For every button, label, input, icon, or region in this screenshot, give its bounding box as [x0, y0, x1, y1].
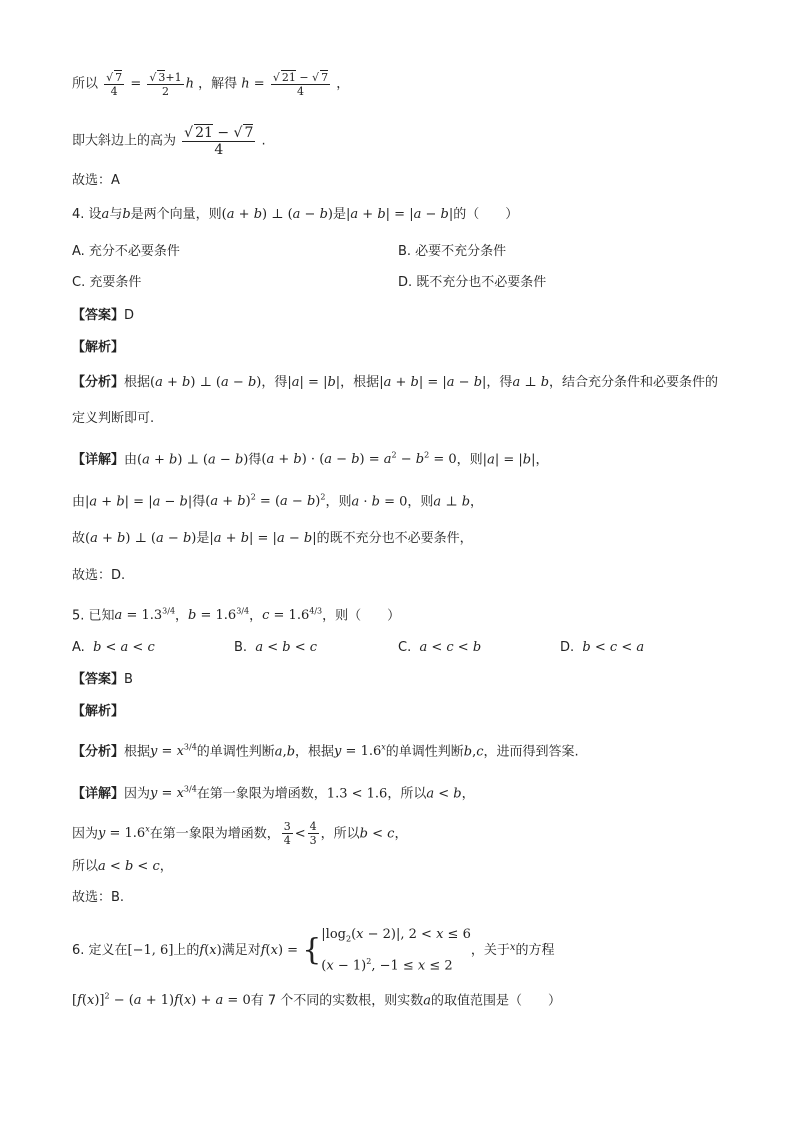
xiangjie-tag: 【详解】	[72, 452, 125, 468]
answer-tag: 【答案】	[72, 672, 125, 687]
fenxi-line: 【分析】根据(a + b) ⊥ (a − b)，得|a| = |b|，根据|a + b| = |a − b|，得a ⊥ b，结合充分条件和必要条件的	[72, 375, 719, 390]
option-b	[234, 638, 317, 658]
answer-line	[72, 670, 133, 690]
text: 的方程	[515, 942, 555, 958]
math-fraction: $\frac{√ 7}{4}$	[106, 71, 123, 98]
text: ，	[336, 76, 350, 92]
question-6-stem-cont: $[f(x)]^2 - (a + 1)f(x) + a = 0$有 7 个不同的实数根，则实数a的取值范围是（ ）	[72, 992, 562, 1009]
text-line: 故选：D.	[72, 568, 126, 583]
math-fraction: $\frac{3}{4}$	[283, 820, 291, 848]
option-d: D. 既不充分也不必要条件	[398, 275, 547, 290]
answer-value: B	[124, 672, 133, 687]
math-fraction: $\frac{√ 3+1}{2}$	[149, 71, 182, 98]
text: ，得	[261, 375, 288, 390]
question-5-stem: 5. 已知$a = 1.3^{3/4}$，$b = 1.6^{3/4}$，$c = 1.6^{4/3}$，则（ ）	[72, 607, 401, 624]
xiangjie-line: 所以a < b < c，	[72, 859, 173, 874]
text: 得	[248, 452, 262, 468]
fenxi-tag: 【分析】	[72, 744, 125, 760]
analysis-tag: 【解析】	[72, 704, 125, 719]
option-label: D.	[560, 640, 575, 655]
text: ，	[470, 494, 484, 510]
text: 上的	[173, 942, 200, 958]
xiangjie-line: 故(a + b) ⊥ (a − b)是|a + b| = |a − b|的既不充分也不必要条件，	[72, 531, 473, 546]
option-c	[398, 638, 481, 658]
fenxi-line: 【分析】根据$y = x^{3/4}$的单调性判断a,b，根据$y = 1.6^x$的单调性判断b,c，进而得到答案.	[72, 743, 579, 760]
text: ，解得	[198, 76, 238, 92]
text: ，	[175, 608, 189, 624]
math-fraction: $\frac{4}{3}$	[309, 820, 317, 848]
text: ，根据	[340, 375, 380, 390]
text: ，则	[456, 452, 483, 468]
text-line: 故选：A	[72, 173, 120, 188]
answer-line	[72, 306, 134, 326]
text: 在第一象限为增函数，	[149, 826, 280, 842]
option-text: b < a < c	[93, 640, 155, 655]
text: ，则（ ）	[322, 608, 401, 624]
option-b: B. 必要不充分条件	[398, 244, 507, 259]
option-text: a < b < c	[255, 640, 317, 655]
text: 根据	[124, 375, 151, 390]
text: ，关于	[470, 942, 510, 958]
text: 是	[333, 207, 347, 222]
math-expression: (a + b) ⊥ (a − b)	[221, 207, 333, 222]
xiangjie-line: 因为$y = 1.6^x$在第一象限为增函数， $\frac{3}{4}$ < $\frac{4}{3}$ ，所以b < c，	[72, 820, 408, 848]
analysis-tag: 【解析】	[72, 340, 125, 355]
text: 由	[124, 452, 138, 468]
text: 是两个向量，则	[130, 207, 222, 222]
xiangjie-line: 由|a + b| = |a − b|得$(a + b)^2 = (a - b)^2$，则a · b = 0，则a ⊥ b，	[72, 493, 484, 510]
text: 的取值范围是（ ）	[431, 993, 562, 1009]
text: 因为	[124, 786, 151, 802]
text: ，则	[325, 494, 352, 510]
math-expression: |a + b| = |a − b|	[346, 207, 454, 222]
text: ，得	[486, 375, 513, 390]
question-6-stem: 6. 定义在[−1, 6]上的f(x)满足对$f(x) = \{|\log_2(x - 2)|$, 2 < x ≤ 6 $(x - 1)^2$, −1 ≤ x ≤ 2，关于$^x$的方程	[72, 924, 555, 977]
text-line: 故选：B.	[72, 890, 125, 905]
text: 满足对	[221, 942, 261, 958]
text: 在第一象限为增函数，	[196, 786, 327, 802]
text: ，	[159, 859, 173, 874]
text: ，则	[407, 494, 434, 510]
piecewise-function: $|\log_2(x - 2)|$, 2 < x ≤ 6 $(x - 1)^2$, −1 ≤ x ≤ 2	[321, 927, 471, 973]
xiangjie-line: 【详解】因为$y = x^{3/4}$在第一象限为增函数，1.3 < 1.6，所以a < b，	[72, 785, 475, 802]
text: 的单调性判断	[196, 744, 275, 760]
text: 4. 设	[72, 207, 102, 222]
text: 由	[72, 494, 86, 510]
text: 所以	[72, 859, 99, 874]
text: ，	[535, 452, 549, 468]
xiangjie-tag: 【详解】	[72, 786, 125, 802]
text: 得	[192, 494, 206, 510]
option-text: b < c < a	[582, 640, 645, 655]
math-fraction: $\frac{√ 21 - √ 7}{4}$	[184, 125, 254, 158]
answer-value: D	[124, 308, 135, 323]
text: ，	[394, 826, 408, 842]
text: 的既不充分也不必要条件，	[316, 531, 473, 546]
text: ，进而得到答案.	[483, 744, 579, 760]
text: 故	[72, 531, 86, 546]
text: ，根据	[295, 744, 335, 760]
option-a: A. 充分不必要条件	[72, 244, 180, 259]
text: 5. 已知	[72, 608, 115, 624]
option-text: a < c < b	[419, 640, 482, 655]
text: 是	[196, 531, 210, 546]
text: 的（ ）	[453, 207, 519, 222]
text: ，结合充分条件和必要条件的	[549, 375, 719, 390]
text: 6. 定义在	[72, 942, 128, 958]
text: 所以	[72, 76, 99, 92]
question-4-stem: 4. 设a与b是两个向量，则(a + b) ⊥ (a − b)是|a + b| = |a − b|的（ ）	[72, 207, 519, 222]
text: ，所以	[387, 786, 427, 802]
text: .	[261, 133, 266, 149]
text: 因为	[72, 826, 99, 842]
text: 即大斜边上的高为	[72, 133, 177, 149]
answer-tag: 【答案】	[72, 308, 125, 323]
option-a	[72, 638, 155, 658]
text: ，	[249, 608, 263, 624]
text: 与	[109, 207, 123, 222]
option-label: A.	[72, 640, 85, 655]
text-line	[72, 124, 266, 158]
text: 的单调性判断	[385, 744, 464, 760]
xiangjie-line: 【详解】由(a + b) ⊥ (a − b)得$(a + b) \cdot (a - b) = a^2 - b^2 = 0$，则|a| = |b|，	[72, 451, 549, 468]
text-line: 所以 $\frac{√ 7}{4}$ = $\frac{√ 3+1}{2}$ h ，解得 h = $\frac{√ 21 - √ 7}{4}$ ，	[72, 71, 350, 98]
text-line: 定义判断即可.	[72, 411, 155, 426]
option-label: C.	[398, 640, 412, 655]
math-fraction: $\frac{√ 21 - √ 7}{4}$	[272, 71, 329, 98]
text: 有 7 个不同的实数根，则实数	[250, 993, 424, 1009]
option-c: C. 充要条件	[72, 275, 142, 290]
text: ，	[461, 786, 475, 802]
option-d	[560, 638, 644, 658]
fenxi-tag: 【分析】	[72, 375, 125, 390]
text: ，所以	[320, 826, 360, 842]
text: 根据	[124, 744, 151, 760]
option-label: B.	[234, 640, 248, 655]
